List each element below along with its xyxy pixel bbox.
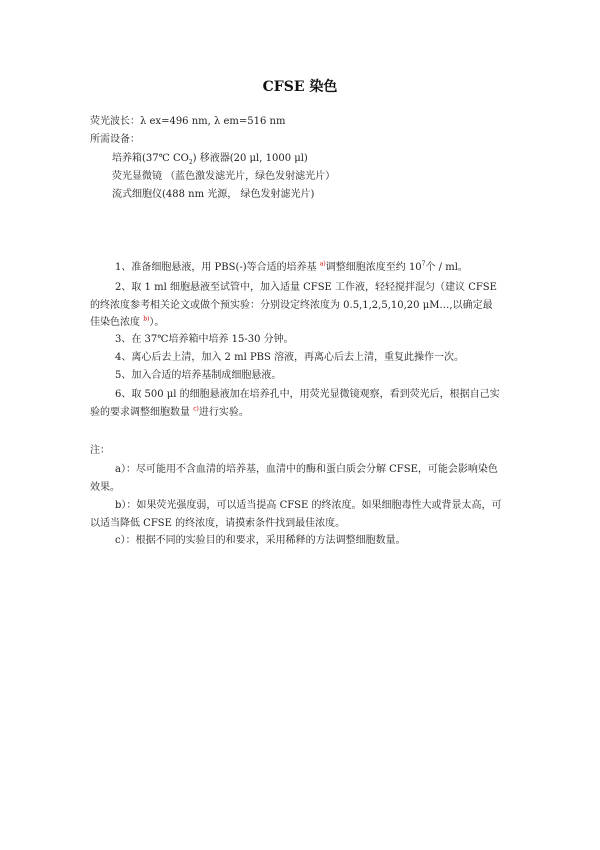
step-5: 5、加入合适的培养基制成细胞悬液。 xyxy=(115,370,282,381)
step-1: 1、准备细胞悬液，用 PBS(-)等合适的培养基 $^{a)}$调整细胞浓度至约 $10^7$个 / ml。 xyxy=(115,260,468,273)
equipment-heading: 所需设备： xyxy=(90,134,140,145)
equipment-incubator: 培养箱(37℃ $CO_2$) 移液器(20 μl, 1000 μl) xyxy=(112,153,308,166)
step-2: 2、取 1 ml 细胞悬液至试管中，加入适量 CFSE 工作液，轻轻搅拌混匀（建议 CFSE 的终浓度参考相关论文或做个预实验：分别设定终浓度为 0.5,1,2,5,10,20 μM…,以确定最佳染色浓度 $^{b)}$）。 xyxy=(90,282,497,328)
footnote-a-marker: a) xyxy=(319,260,326,268)
page-title: CFSE 染色 xyxy=(262,79,338,95)
footnote-b-marker: b) xyxy=(143,315,150,323)
note-c: c）：根据不同的实验目的和要求，采用稀释的方法调整细胞数量。 xyxy=(115,535,406,546)
step-6: 6、取 500 μl 的细胞悬液加在培养孔中，用荧光显微镜观察，看到荧光后，根据自己实验的要求调整细胞数量 $^{c)}$进行实验。 xyxy=(90,389,500,418)
step-4: 4、离心后去上清，加入 2 ml PBS 溶液，再离心后去上清，重复此操作一次。 xyxy=(115,352,465,363)
notes-heading: 注： xyxy=(90,445,110,456)
note-b: b）：如果荧光强度弱，可以适当提高 CFSE 的终浓度。如果细胞毒性大或背景太高，可以适当降低 CFSE 的终浓度，请摸索条件找到最佳浓度。 xyxy=(90,500,502,529)
note-a: a）：尽可能用不含血清的培养基，血清中的酶和蛋白质会分解 CFSE，可能会影响染色效果。 xyxy=(90,464,498,493)
footnote-c-marker: c) xyxy=(193,405,199,413)
equipment-cytometer: 流式细胞仪(488 nm 光源， 绿色发射滤光片) xyxy=(112,189,315,200)
step-3: 3、在 37℃培养箱中培养 15-30 分钟。 xyxy=(115,334,294,345)
wavelength-line: 荧光波长：λ ex=496 nm, λ em=516 nm xyxy=(90,116,286,127)
equipment-microscope: 荧光显微镜 （蓝色激发滤光片，绿色发射滤光片） xyxy=(112,171,336,182)
